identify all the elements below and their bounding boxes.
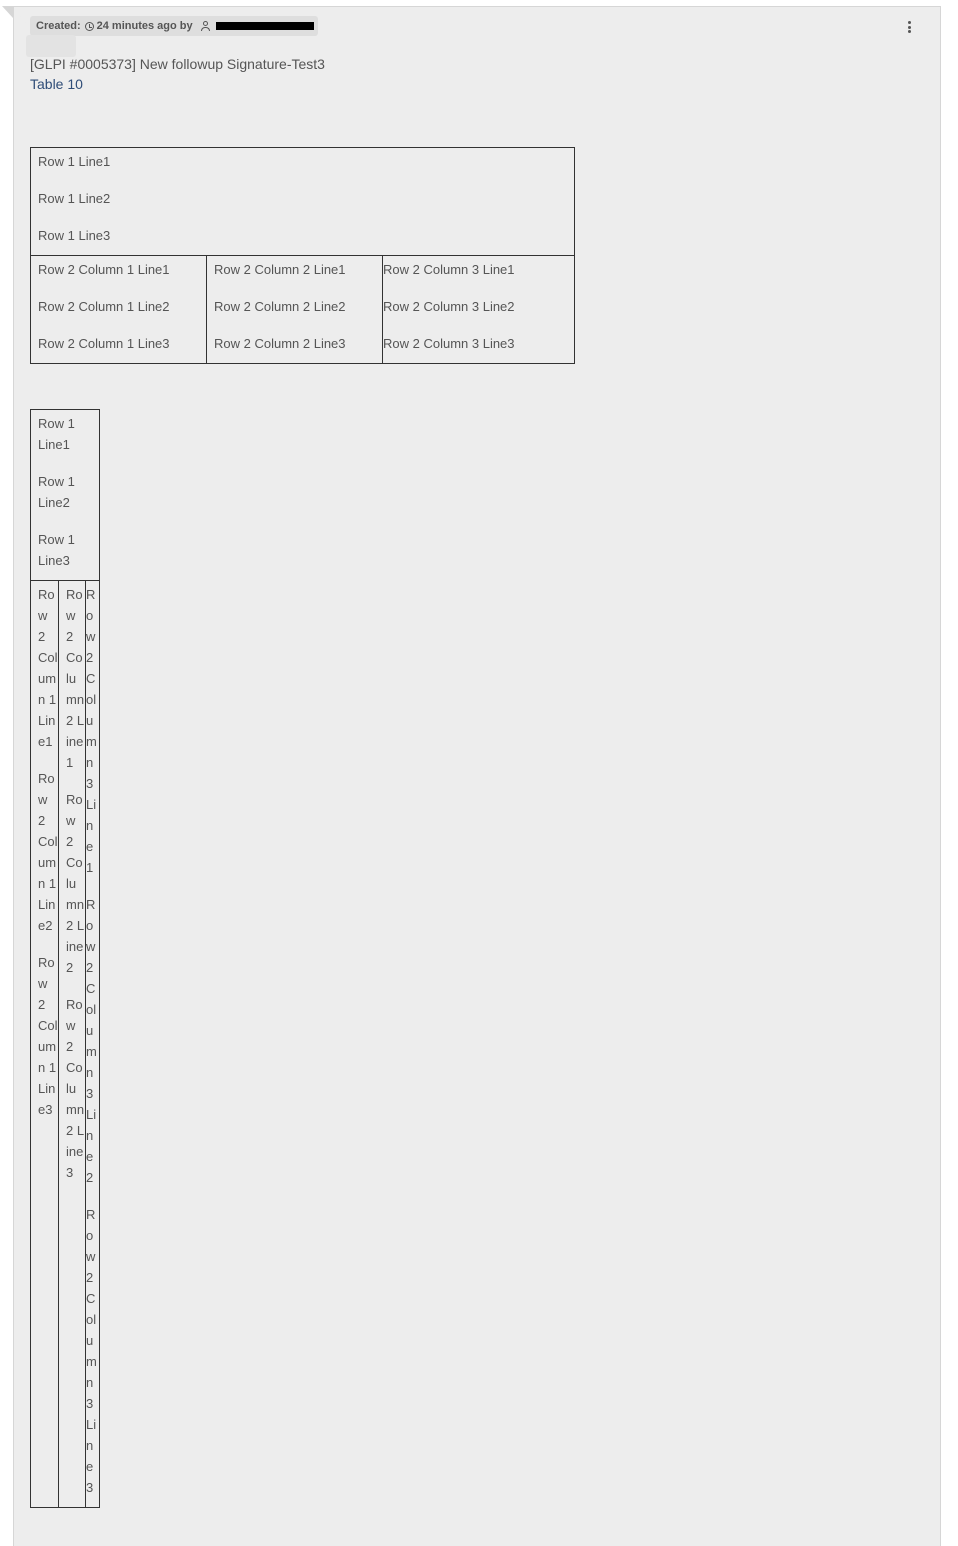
cell-line: Row 2 Column 1 Line1 — [38, 587, 58, 749]
card-notch-inner — [18, 14, 28, 25]
cell-line: Row 1 Line1 — [38, 416, 75, 452]
table-cell — [86, 581, 100, 1508]
table-cell — [207, 256, 383, 364]
table-row — [31, 256, 575, 364]
kebab-dot — [908, 30, 911, 33]
badge-shadow — [26, 35, 76, 57]
narrow-table — [30, 409, 100, 1508]
cell-line: Row 1 Line3 — [38, 228, 111, 243]
cell-line: Row 2 Column 1 Line1 — [38, 262, 170, 277]
wide-table — [30, 147, 575, 364]
cell-line: Row 2 Column 1 Line3 — [38, 336, 170, 351]
cell-line: Row 2 Column 2 Line1 — [66, 587, 85, 770]
time-ago: 24 minutes ago by — [96, 20, 193, 32]
cell-line: Row 1 Line2 — [38, 191, 111, 206]
cell-line: Row 2 Column 3 Line2 — [383, 299, 515, 314]
cell-line: Row 2 Column 3 Line3 — [383, 336, 515, 351]
cell-line: Row 2 Column 2 Line1 — [214, 262, 346, 277]
created-badge — [30, 16, 318, 36]
table-cell — [31, 410, 100, 581]
cell-line: Row 2 Column 1 Line3 — [38, 955, 58, 1117]
cell-line: Row 2 Column 1 Line2 — [38, 299, 170, 314]
cell-line: Row 2 Column 2 Line3 — [214, 336, 346, 351]
cell-line: Row 1 Line3 — [38, 532, 75, 568]
table-row — [31, 148, 575, 256]
followup-card — [13, 6, 941, 1546]
table-cell — [31, 581, 59, 1508]
cell-line: Row 2 Column 3 Line3 — [86, 1207, 97, 1495]
table-link[interactable]: Table 10 — [30, 76, 83, 92]
table-cell — [59, 581, 86, 1508]
cell-line: Row 2 Column 3 Line1 — [383, 262, 515, 277]
followup-subject: [GLPI #0005373] New followup Signature-Test3 — [30, 56, 325, 72]
cell-line: Row 1 Line2 — [38, 474, 75, 510]
cell-line: Row 2 Column 3 Line1 — [86, 587, 97, 875]
cell-line: Row 2 Column 3 Line2 — [86, 897, 97, 1185]
table-cell — [31, 148, 575, 256]
cell-line: Row 2 Column 2 Line3 — [66, 997, 85, 1180]
cell-line: Row 2 Column 2 Line2 — [66, 792, 85, 975]
cell-line: Row 1 Line1 — [38, 154, 111, 169]
table-cell — [31, 256, 207, 364]
clock-icon — [85, 22, 94, 31]
card-notch — [2, 6, 13, 18]
redacted-author — [216, 22, 314, 30]
cell-line: Row 2 Column 2 Line2 — [214, 299, 346, 314]
table-row — [31, 410, 100, 581]
created-label: Created: — [36, 20, 81, 32]
kebab-menu-icon[interactable] — [904, 19, 914, 35]
cell-line: Row 2 Column 1 Line2 — [38, 771, 58, 933]
kebab-dot — [908, 26, 911, 29]
table-row — [31, 581, 100, 1508]
table-cell — [383, 256, 575, 364]
kebab-dot — [908, 21, 911, 24]
user-icon — [201, 21, 210, 32]
